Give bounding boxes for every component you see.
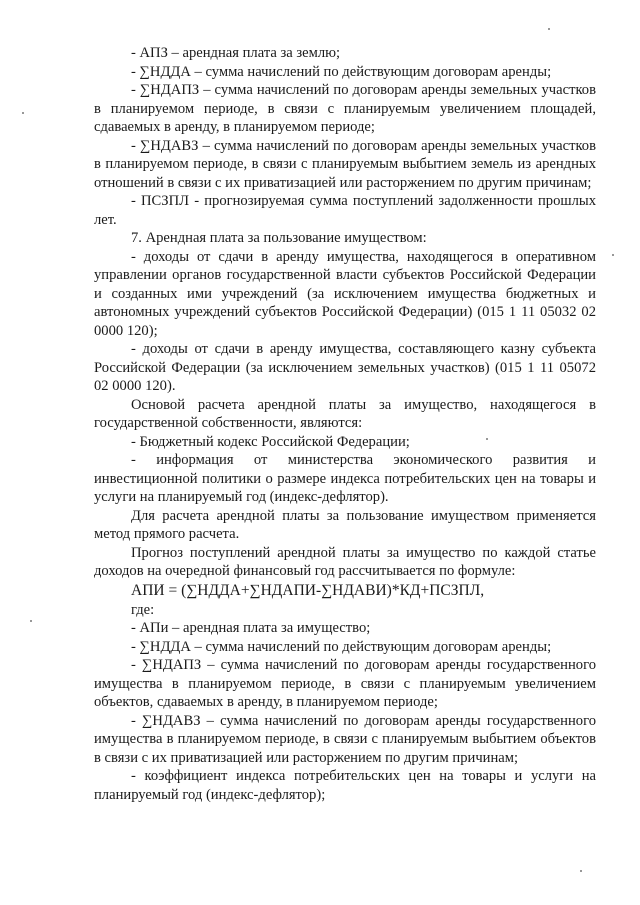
where-label: где: bbox=[131, 601, 155, 618]
def-sum-ndapz-land: - ∑НДАПЗ – сумма начислений по договорам аренды земельных участков в планируемом периоде, в связи с планируемым увеличением площадей, сдаваемых в аренду, в планируемом периоде; bbox=[94, 82, 596, 135]
section-7-heading: 7. Арендная плата за пользование имуществом: bbox=[131, 230, 427, 246]
scan-speck bbox=[580, 870, 582, 872]
def-sum-ndda-2: - ∑НДДА – сумма начислений по действующим договорам аренды; bbox=[131, 638, 552, 655]
forecast-description: Прогноз поступлений арендной платы за имущество по каждой статье доходов на очередной финансовый год рассчитывается по формуле: bbox=[94, 544, 596, 579]
basis-deflator-info: - информация от министерства экономического развития и инвестиционной политики о размере индекса потребительских цен на товары и услуги на планируемый год (индекс-дефлятор). bbox=[94, 452, 596, 505]
scan-speck bbox=[30, 620, 32, 622]
def-deflator-coefficient: - коэффициент индекса потребительских цен на товары и услуги на планируемый год (индекс-дефлятор); bbox=[94, 768, 596, 803]
api-formula: АПИ = (∑НДДА+∑НДАПИ-∑НДАВИ)*КД+ПСЗПЛ, bbox=[131, 581, 485, 599]
def-sum-ndapz-property: - ∑НДАПЗ – сумма начислений по договорам аренды государственного имущества в планируемом периоде, в связи с планируемым увеличением объектов, сдаваемых в аренду, в планируемом периоде; bbox=[94, 657, 596, 710]
income-treasury-property: - доходы от сдачи в аренду имущества, составляющего казну субъекта Российской Федерации (за исключением земельных участков) (015 1 11 05072 02 0000 120). bbox=[94, 341, 596, 394]
calculation-basis: Основой расчета арендной платы за имущество, находящегося в государственной собственности, являются: bbox=[94, 396, 596, 431]
scan-speck bbox=[22, 112, 24, 114]
def-apz: - АПЗ – арендная плата за землю; bbox=[131, 45, 341, 61]
scan-speck bbox=[548, 28, 550, 30]
def-sum-ndda: - ∑НДДА – сумма начислений по действующим договорам аренды; bbox=[131, 63, 552, 80]
income-operational-management: - доходы от сдачи в аренду имущества, находящегося в оперативном управлении органов государственной власти субъектов Российской Федерации и созданных ими учреждений (за исключением имущества бюджетных и автономных учреждений субъектов Российской Федерации) (015 1 11 05032 02 0000 120); bbox=[94, 248, 596, 339]
def-api: - АПи – арендная плата за имущество; bbox=[131, 620, 371, 636]
scan-speck bbox=[612, 254, 614, 256]
def-sum-ndavz-land: - ∑НДАВЗ – сумма начислений по договорам аренды земельных участков в планируемом периоде, в связи с планируемым выбытием земель из арендных отношений в связи с их приватизацией или расторжением по другим причинам; bbox=[94, 137, 596, 191]
def-pszpl: - ПСЗПЛ - прогнозируемая сумма поступлений задолженности прошлых лет. bbox=[94, 193, 596, 228]
document-page bbox=[94, 44, 596, 804]
def-sum-ndavz-property: - ∑НДАВЗ – сумма начислений по договорам аренды государственного имущества в планируемом периоде, в связи с планируемым выбытием объектов в связи с их приватизацией или расторжением по другим причинам; bbox=[94, 712, 596, 766]
scan-speck bbox=[486, 438, 488, 440]
direct-calculation-method: Для расчета арендной платы за пользование имуществом применяется метод прямого расчета. bbox=[94, 507, 596, 542]
basis-budget-code: - Бюджетный кодекс Российской Федерации; bbox=[131, 433, 410, 450]
